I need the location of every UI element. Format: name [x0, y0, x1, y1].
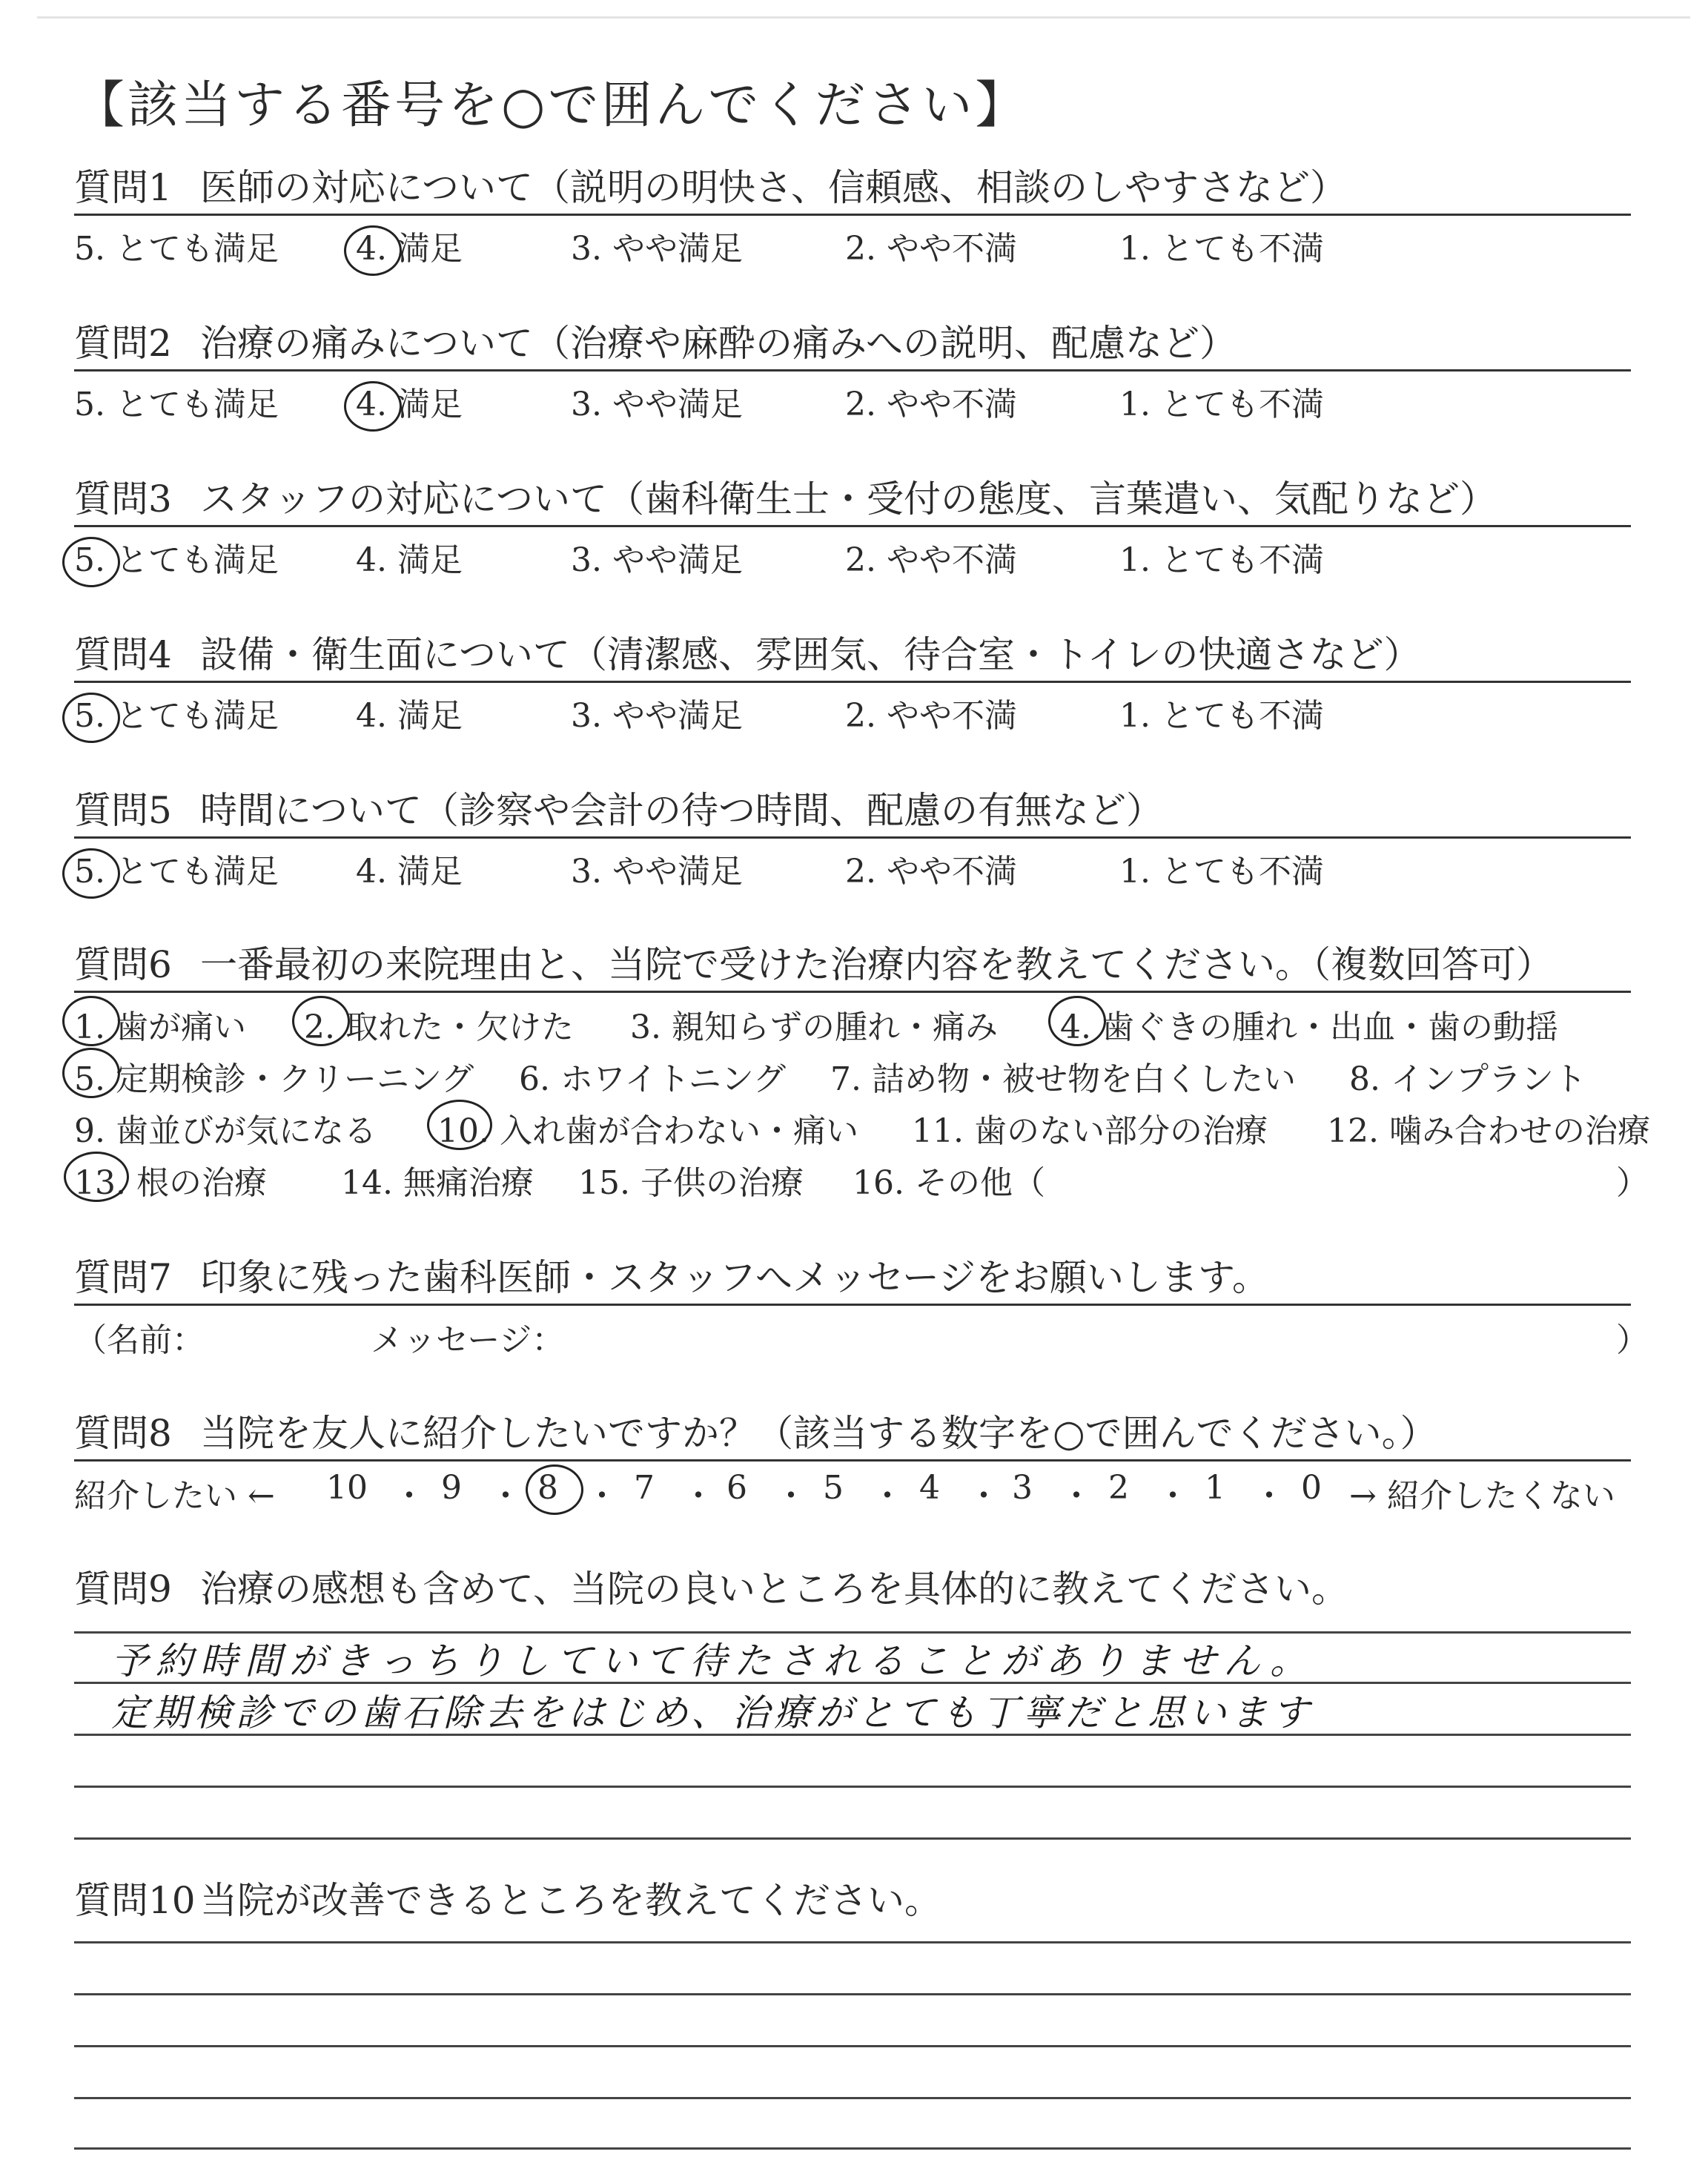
option-2[interactable]: 2. やや不満: [845, 230, 1017, 268]
option-3[interactable]: 3. やや満足: [571, 386, 743, 423]
scale-0[interactable]: 0: [1301, 1469, 1322, 1507]
question-text: 治療の感想も含めて、当院の良いところを具体的に教えてください。: [200, 1568, 1348, 1611]
rating-options: [74, 216, 1631, 271]
question-text: 印象に残った歯科医師・スタッフへメッセージをお願いします。: [200, 1256, 1269, 1299]
question-number: 質問2: [74, 322, 172, 365]
question-number: 質問9: [74, 1568, 172, 1611]
scale-4[interactable]: 4: [919, 1469, 940, 1507]
option-1[interactable]: 1. とても不満: [1119, 386, 1324, 423]
option-3[interactable]: 3. やや満足: [571, 853, 743, 891]
rating-options: [74, 371, 1631, 426]
scale-sep: ・: [871, 1477, 904, 1515]
q6-item-12[interactable]: 12. 噛み合わせの治療: [1327, 1112, 1650, 1150]
top-border: [37, 16, 1690, 19]
scale-5[interactable]: 5: [823, 1469, 844, 1507]
q6-row-1: [74, 993, 1631, 1045]
q6-item-6[interactable]: 6. ホワイトニング: [519, 1060, 787, 1098]
scale-sep: ・: [393, 1477, 426, 1515]
question-9: [74, 1565, 1631, 1614]
q6-item-2-circled[interactable]: 2. 取れた・欠けた: [304, 1000, 574, 1048]
scale-sep: ・: [967, 1477, 1000, 1515]
question-text: 当院を友人に紹介したいですか？（該当する数字を○で囲んでください。）: [200, 1412, 1437, 1455]
question-number: 質問10: [74, 1879, 196, 1922]
question-10: [74, 1876, 1631, 1925]
option-2[interactable]: 2. やや不満: [845, 541, 1017, 579]
rating-options: [74, 527, 1631, 582]
question-number: 質問4: [74, 633, 172, 676]
option-5[interactable]: 5. とても満足: [74, 230, 279, 268]
option-4[interactable]: 4. 満足: [356, 853, 463, 891]
scale-8-circled[interactable]: 8: [537, 1469, 558, 1507]
page-title: 【該当する番号を○で囲んでください】: [74, 76, 1029, 135]
scale-right-label: → 紹介したくない: [1349, 1477, 1615, 1515]
q6-item-7[interactable]: 7. 詰め物・被せ物を白くしたい: [830, 1060, 1296, 1098]
scale-sep: ・: [1156, 1477, 1189, 1515]
question-text: 当院が改善できるところを教えてください。: [200, 1879, 941, 1922]
q6-item-3[interactable]: 3. 親知らずの腫れ・痛み: [630, 1008, 998, 1046]
scale-sep: ・: [586, 1477, 618, 1515]
scale-sep: ・: [489, 1477, 522, 1515]
scale-sep: ・: [1253, 1477, 1285, 1515]
writing-line: [74, 2147, 1631, 2150]
question-text: 治療の痛みについて（治療や麻酔の痛みへの説明、配慮など）: [200, 322, 1237, 365]
q6-row-4: [74, 1149, 1649, 1202]
option-2[interactable]: 2. やや不満: [845, 386, 1017, 423]
scale-2[interactable]: 2: [1108, 1469, 1129, 1507]
question-4: [74, 630, 1631, 738]
scale-9[interactable]: 9: [441, 1469, 462, 1507]
option-1[interactable]: 1. とても不満: [1119, 230, 1324, 268]
option-3[interactable]: 3. やや満足: [571, 230, 743, 268]
option-2[interactable]: 2. やや不満: [845, 697, 1017, 735]
option-4[interactable]: 4. 満足: [356, 697, 463, 735]
option-5-circled[interactable]: 5. とても満足: [74, 541, 279, 579]
handwritten-answer-line-1: 予約時間がきっちりしていて待たされることがありません。: [111, 1639, 1314, 1682]
q6-item-10-circled[interactable]: 10. 入れ歯が合わない・痛い: [437, 1104, 858, 1152]
q6-item-11[interactable]: 11. 歯のない部分の治療: [912, 1112, 1268, 1150]
scale-10[interactable]: 10: [326, 1469, 368, 1507]
q6-item-16-close: ）: [1616, 1164, 1649, 1202]
question-6: [74, 940, 1650, 1202]
q7-fields: [74, 1306, 1649, 1359]
q6-item-14[interactable]: 14. 無痛治療: [341, 1164, 534, 1202]
message-label: メッセージ：: [371, 1321, 565, 1359]
question-7: [74, 1253, 1649, 1359]
rating-options: [74, 683, 1631, 738]
option-4-circled[interactable]: 4. 満足: [356, 230, 463, 268]
handwritten-answer-line-2: 定期検診での歯石除去をはじめ、治療がとても丁寧だと思います: [111, 1691, 1314, 1734]
writing-line: [74, 2045, 1631, 2047]
q6-item-13-circled[interactable]: 13. 根の治療: [74, 1156, 267, 1203]
scale-sep: ・: [682, 1477, 715, 1515]
writing-line: [74, 1993, 1631, 1995]
question-1: [74, 163, 1631, 271]
option-3[interactable]: 3. やや満足: [571, 697, 743, 735]
question-5: [74, 786, 1631, 894]
scale-left-label: 紹介したい ←: [74, 1477, 275, 1515]
q6-item-15[interactable]: 15. 子供の治療: [578, 1164, 804, 1202]
option-5-circled[interactable]: 5. とても満足: [74, 697, 279, 735]
q6-item-4-circled[interactable]: 4. 歯ぐきの腫れ・出血・歯の動揺: [1060, 1000, 1558, 1048]
writing-line: [74, 2097, 1631, 2099]
q6-item-1-circled[interactable]: 1. 歯が痛い: [74, 1000, 246, 1048]
question-number: 質問8: [74, 1412, 172, 1455]
question-text: 設備・衛生面について（清潔感、雰囲気、待合室・トイレの快適さなど）: [200, 633, 1421, 676]
q6-item-5-circled[interactable]: 5. 定期検診・クリーニング: [74, 1052, 474, 1100]
scale-sep: ・: [775, 1477, 807, 1515]
option-1[interactable]: 1. とても不満: [1119, 541, 1324, 579]
question-text: 時間について（診察や会計の待つ時間、配慮の有無など）: [200, 789, 1163, 832]
question-3: [74, 475, 1631, 582]
question-2: [74, 319, 1631, 426]
q6-row-2: [74, 1045, 1631, 1097]
question-8: [74, 1409, 1631, 1516]
option-5-circled[interactable]: 5. とても満足: [74, 853, 279, 891]
option-4-circled[interactable]: 4. 満足: [356, 386, 463, 423]
q6-item-9[interactable]: 9. 歯並びが気になる: [74, 1112, 377, 1150]
question-number: 質問6: [74, 943, 172, 986]
question-number: 質問1: [74, 166, 172, 209]
option-2[interactable]: 2. やや不満: [845, 853, 1017, 891]
option-1[interactable]: 1. とても不満: [1119, 697, 1324, 735]
option-1[interactable]: 1. とても不満: [1119, 853, 1324, 891]
option-4[interactable]: 4. 満足: [356, 541, 463, 579]
writing-line: [74, 1837, 1631, 1840]
close-paren: ）: [1616, 1321, 1649, 1359]
rating-options: [74, 839, 1631, 894]
scale-1[interactable]: 1: [1205, 1469, 1225, 1507]
q6-item-16[interactable]: 16. その他（: [853, 1164, 1045, 1202]
scale-7[interactable]: 7: [634, 1469, 655, 1507]
question-number: 質問5: [74, 789, 172, 832]
q6-item-8[interactable]: 8. インプラント: [1349, 1060, 1586, 1098]
question-number: 質問7: [74, 1256, 172, 1299]
writing-line: [74, 1941, 1631, 1943]
name-label: （名前：: [74, 1321, 205, 1359]
scale-6[interactable]: 6: [726, 1469, 747, 1507]
question-text: 医師の対応について（説明の明快さ、信頼感、相談のしやすさなど）: [200, 166, 1347, 209]
question-number: 質問3: [74, 478, 172, 521]
question-text: 一番最初の来院理由と、当院で受けた治療内容を教えてください。（複数回答可）: [200, 943, 1553, 986]
scale-sep: ・: [1060, 1477, 1093, 1515]
recommend-scale: [74, 1462, 1631, 1516]
writing-line: [74, 1786, 1631, 1788]
q6-row-3: [74, 1097, 1650, 1150]
question-text: スタッフの対応について（歯科衛生士・受付の態度、言葉遣い、気配りなど）: [200, 478, 1497, 521]
option-5[interactable]: 5. とても満足: [74, 386, 279, 423]
scale-3[interactable]: 3: [1012, 1469, 1033, 1507]
option-3[interactable]: 3. やや満足: [571, 541, 743, 579]
